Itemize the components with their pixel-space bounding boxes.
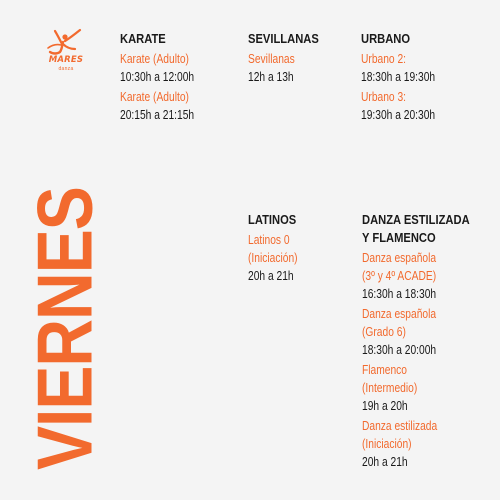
schedule-block-latinos	[248, 211, 308, 285]
class-time: 20h a 21h	[362, 455, 408, 469]
class-entry	[362, 305, 487, 359]
class-entry	[120, 88, 210, 124]
schedule-block-danza-estilizada-flamenco	[362, 211, 487, 471]
class-name: Urbano 2:	[361, 52, 407, 66]
day-label: VIERNES	[20, 187, 108, 470]
class-entry	[362, 249, 487, 303]
schedule-block-urbano	[361, 30, 451, 124]
schedule-block-sevillanas	[248, 30, 330, 86]
class-name: Karate (Adulto)	[120, 52, 189, 66]
block-title: SEVILLANAS	[248, 31, 319, 46]
class-name: Sevillanas	[248, 52, 295, 66]
block-title: KARATE	[120, 31, 166, 46]
class-name: Urbano 3:	[361, 90, 407, 104]
class-level: (Grado 6)	[362, 325, 406, 339]
block-title: DANZA ESTILIZADA	[362, 212, 470, 227]
class-time: 16:30h a 18:30h	[362, 287, 437, 301]
class-name: Danza estilizada	[362, 419, 438, 433]
schedule-block-karate	[120, 30, 210, 124]
block-title: URBANO	[361, 31, 411, 46]
class-level: (Iniciación)	[248, 251, 298, 265]
block-title: LATINOS	[248, 212, 297, 227]
class-entry	[361, 50, 451, 86]
class-name: Danza española	[362, 251, 437, 265]
class-time: 18:30h a 20:00h	[362, 343, 437, 357]
class-entry	[362, 417, 487, 471]
class-entry	[361, 88, 451, 124]
class-level: (Iniciación)	[362, 437, 412, 451]
brand-subtitle: danza	[58, 66, 74, 72]
class-time: 10:30h a 12:00h	[120, 70, 195, 84]
class-level: (3º y 4º ACADE)	[362, 269, 437, 283]
class-name: Danza española	[362, 307, 437, 321]
class-entry	[120, 50, 210, 86]
class-entry	[362, 361, 487, 415]
block-title-line2: Y FLAMENCO	[362, 230, 436, 245]
class-name: Latinos 0	[248, 233, 290, 247]
class-time: 18:30h a 19:30h	[361, 70, 436, 84]
class-entry	[248, 50, 330, 86]
class-time: 20:15h a 21:15h	[120, 108, 195, 122]
class-time: 20h a 21h	[248, 269, 294, 283]
class-time: 19:30h a 20:30h	[361, 108, 436, 122]
class-time: 19h a 20h	[362, 399, 408, 413]
mares-danza-logo	[45, 28, 87, 76]
class-level: (Intermedio)	[362, 381, 418, 395]
brand-name: MARES	[48, 55, 84, 65]
class-entry	[248, 231, 308, 285]
class-time: 12h a 13h	[248, 70, 294, 84]
class-name: Flamenco	[362, 363, 408, 377]
class-name: Karate (Adulto)	[120, 90, 189, 104]
dancer-icon	[45, 28, 87, 58]
